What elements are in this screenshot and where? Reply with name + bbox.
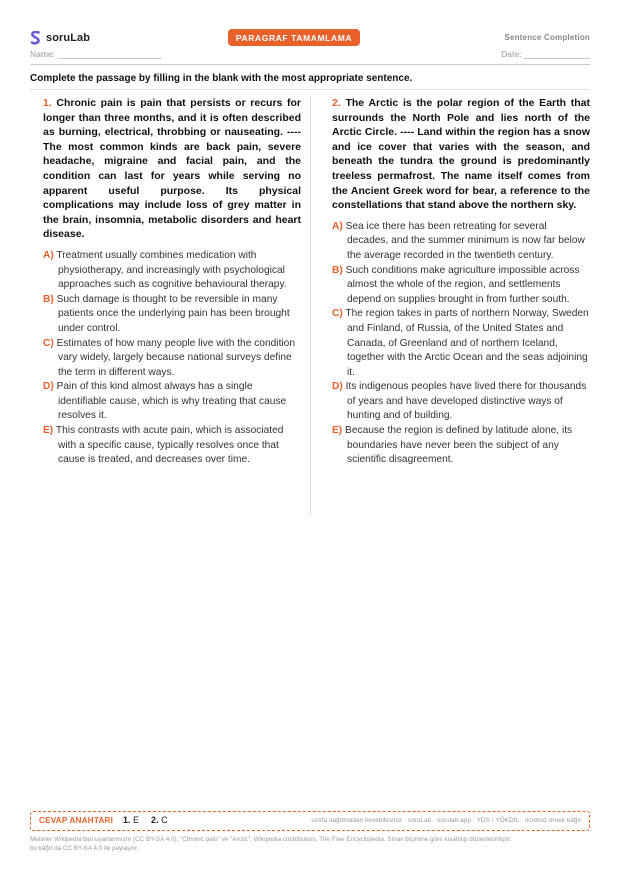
option-text: This contrasts with acute pain, which is associated with a specific cause, typically resolves once that cause is treated, and decreases over time. xyxy=(55,425,284,466)
instruction-text: Complete the passage by filling in the blank with the most appropriate sentence. xyxy=(30,73,413,84)
answer-item-2 xyxy=(151,815,168,825)
option-letter: E) xyxy=(332,425,343,437)
brand-name: soruLab xyxy=(46,32,91,44)
document-type: Sentence Completion xyxy=(504,33,590,42)
student-meta xyxy=(30,49,590,61)
question-1-option-c xyxy=(43,337,301,381)
option-text: Estimates of how many people live with the condition vary widely, largely because national surveys define the term in different ways. xyxy=(56,337,295,378)
instruction-divider xyxy=(30,89,590,90)
s-logo-icon xyxy=(30,31,41,45)
question-2 xyxy=(332,96,590,468)
option-letter: B) xyxy=(332,264,343,276)
question-1-option-b xyxy=(43,293,301,337)
question-1-option-e xyxy=(43,424,301,468)
option-text: Because the region is defined by latitude alone, its boundaries have never been the subject of any scientific disagreement. xyxy=(345,425,573,466)
question-2-text: The Arctic is the polar region of the Earth that surrounds the North Pole and lies north of the Arctic Circle. ---- Land within the region has a snow and ice cover that varies with the season, and beneath the tundra the ground is predominantly treeless permafrost. The name itself comes from the Ancient Greek word for bear, a reference to the constellations that stand above the northern sky. xyxy=(332,97,590,212)
question-2-option-b xyxy=(332,264,590,308)
question-2-option-e xyxy=(332,424,590,468)
answer-value: E xyxy=(133,815,140,825)
question-2-option-c xyxy=(332,307,590,380)
question-1-passage xyxy=(43,96,301,242)
answer-item-1 xyxy=(123,815,139,825)
question-2-options xyxy=(332,220,590,468)
option-letter: E) xyxy=(43,425,54,437)
answer-key-label: CEVAP ANAHTARI xyxy=(39,816,114,825)
option-letter: D) xyxy=(332,381,343,393)
footer-line-2: bu kâğıt da CC BY-SA 4.0 ile paylaşılır. xyxy=(30,844,139,852)
license-footer xyxy=(30,836,590,853)
option-text: Sea ice there has been retreating for several decades, and the summer minimum is now far below the average recorded in the twentieth century. xyxy=(345,220,585,261)
answer-num: 2. xyxy=(151,815,159,825)
option-letter: A) xyxy=(43,249,54,261)
option-letter: C) xyxy=(43,337,54,349)
question-2-passage xyxy=(332,96,590,213)
option-text: Treatment usually combines medication with physiotherapy, and increasingly with psychological approaches such as cognitive behavioural therapy. xyxy=(56,249,287,291)
brand-logo xyxy=(30,31,90,45)
name-field: Name: ______________________ xyxy=(30,49,162,59)
answer-key xyxy=(30,811,590,831)
answer-num: 1. xyxy=(123,815,131,825)
option-text: Such damage is thought to be reversible in many patients once the underlying pain has been brought under control. xyxy=(56,293,290,334)
column-divider xyxy=(310,95,311,515)
date-field: Date: ______________ xyxy=(501,49,590,59)
option-text: The region takes in parts of northern Norway, Sweden and Finland, of Russia, of the United States and Canada, of Greenland and of northern Iceland, together with the Arctic Ocean and the seas adjoining it. xyxy=(345,308,589,378)
option-letter: D) xyxy=(43,381,54,393)
answer-value: C xyxy=(161,815,168,825)
option-text: Its indigenous peoples have lived there for thousands of years and have developed distinctive ways of hunting and of building. xyxy=(345,381,587,422)
option-letter: B) xyxy=(43,293,54,305)
option-text: Pain of this kind almost always has a single identifiable cause, which is why treating that cause resolves it. xyxy=(56,381,287,422)
page-header xyxy=(30,30,590,50)
footer-line-1: Metinler Wikipedia'dan uyarlanmıştır (CC BY-SA 4.0): "Chronic pain" ve "Arctic"; Wikipedia contributors, The Free Encyclopedia. Sınav biçimine göre kısaltılıp düzenlenmiştir; xyxy=(30,836,512,843)
question-1 xyxy=(43,96,301,468)
header-divider xyxy=(30,64,590,65)
option-text: Such conditions make agriculture impossible across almost the whole of the region, and settlements depend on supplies brought in from further south. xyxy=(345,264,580,305)
category-badge: PARAGRAF TAMAMLAMA xyxy=(228,29,360,46)
question-1-option-a xyxy=(43,249,301,293)
question-2-option-d xyxy=(332,380,590,424)
question-1-options xyxy=(43,249,301,468)
question-2-number: 2. xyxy=(332,97,341,109)
question-1-number: 1. xyxy=(43,97,52,109)
question-1-text: Chronic pain is pain that persists or recurs for longer than three months, and it is often described as burning, electrical, throbbing or nauseating. ---- The most common kinds are back pain, severe headache, migraine and facial pain, and the condition can last for years while serving no apparent useful purpose. Its physical complications may include loss of grey matter in the brain, insomnia, metabolic disorders and heart disease. xyxy=(43,97,301,241)
answer-key-items xyxy=(123,815,168,825)
question-1-option-d xyxy=(43,380,301,424)
option-letter: A) xyxy=(332,220,343,232)
question-2-option-a xyxy=(332,220,590,264)
option-letter: C) xyxy=(332,308,343,320)
answer-key-note: sınıfa dağıtmadan kesebilirsiniz · soruLab · sorulab.app · YDS / YÖKDİL · ücretsiz örnek kâğıt xyxy=(311,817,581,824)
